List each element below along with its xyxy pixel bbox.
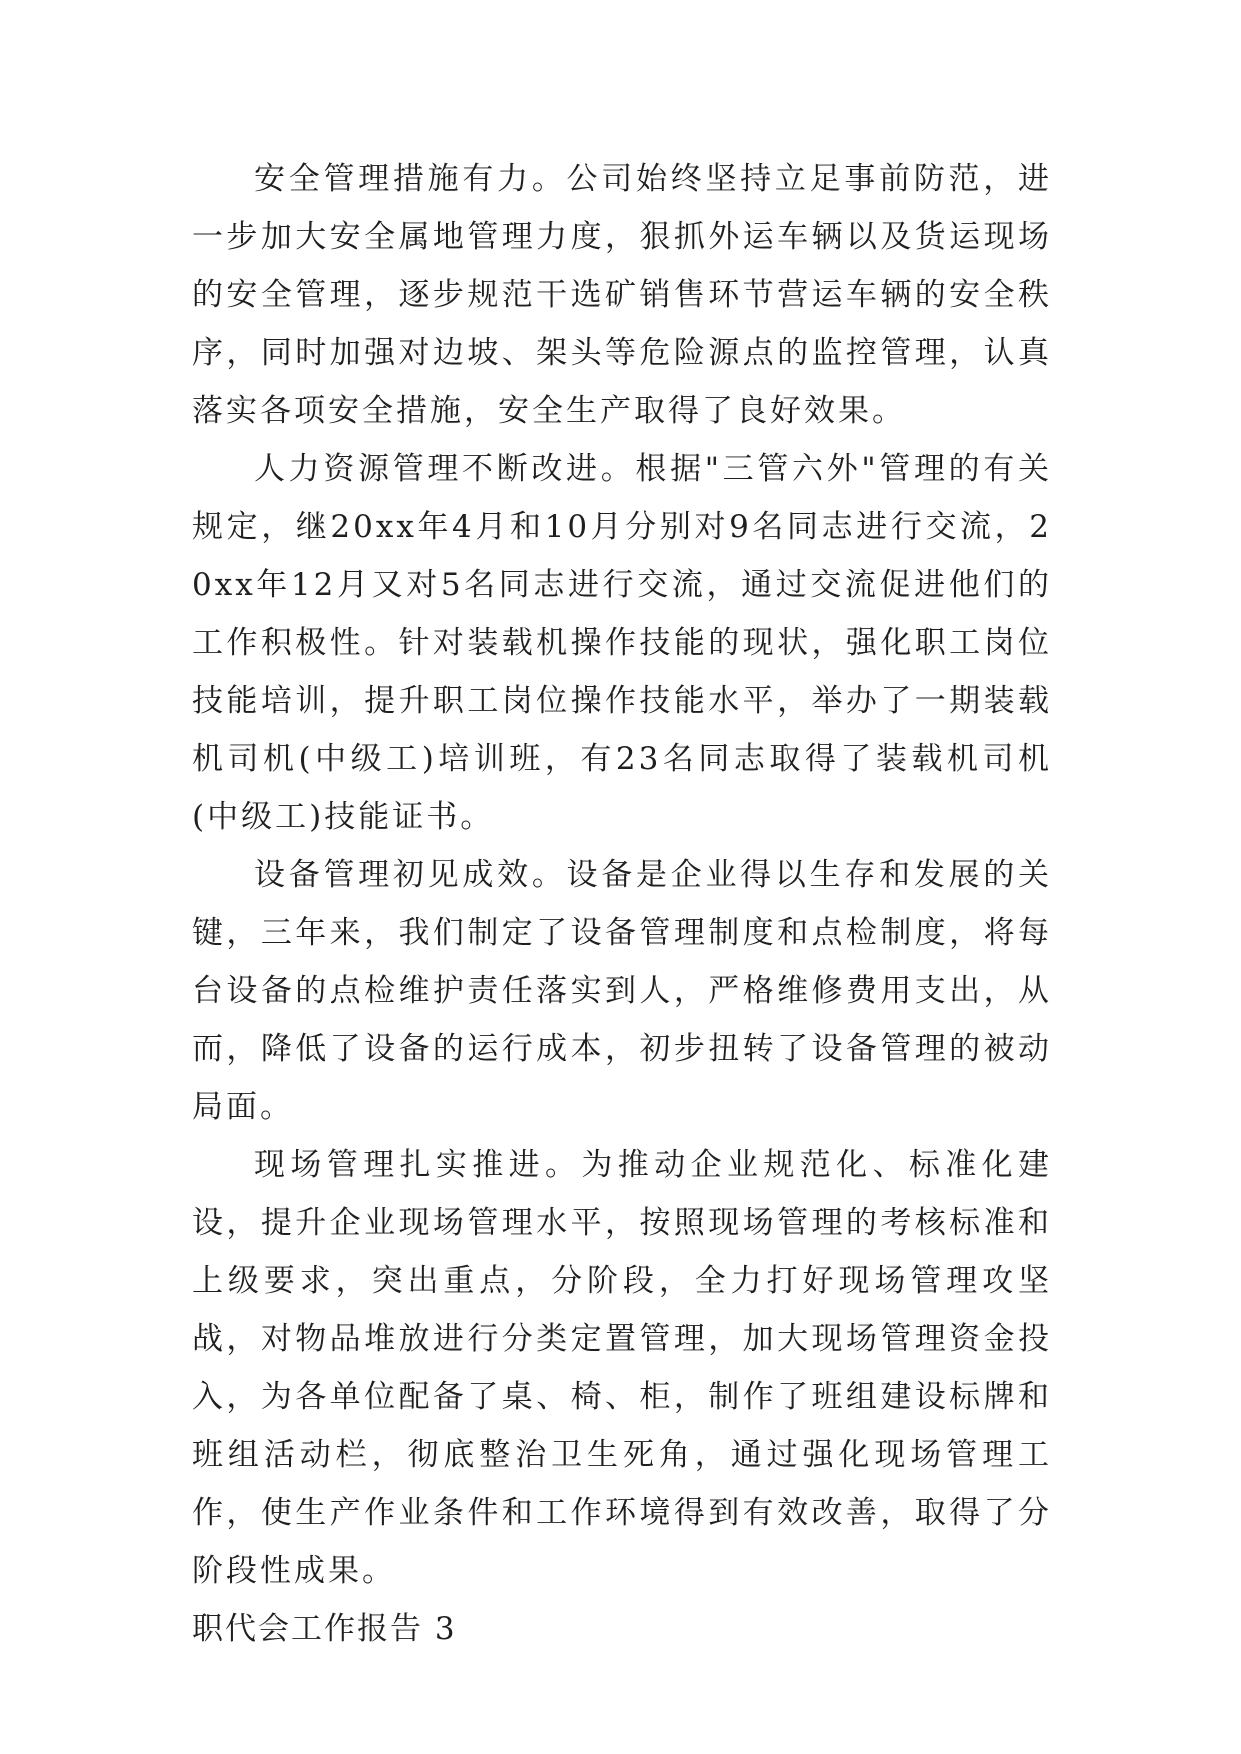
paragraph-safety-management: 安全管理措施有力。公司始终坚持立足事前防范，进一步加大安全属地管理力度，狠抓外运车辆以及货运现场的安全管理，逐步规范干选矿销售环节营运车辆的安全秩序，同时加强对边坡、架头等危险源点的监控管理，认真落实各项安全措施，安全生产取得了良好效果。 [192,161,1052,429]
section-title: 职代会工作报告 3 [192,1611,457,1647]
paragraph-equipment-management: 设备管理初见成效。设备是企业得以生存和发展的关键，三年来，我们制定了设备管理制度和点检制度，将每台设备的点检维护责任落实到人，严格维修费用支出，从而，降低了设备的运行成本，初步扭转了设备管理的被动局面。 [192,857,1052,1125]
paragraph-human-resources: 人力资源管理不断改进。根据"三管六外"管理的有关规定，继20xx年4月和10月分别对9名同志进行交流，20xx年12月又对5名同志进行交流，通过交流促进他们的工作积极性。针对装载机操作技能的现状，强化职工岗位技能培训，提升职工岗位操作技能水平，举办了一期装载机司机(中级工)培训班，有23名同志取得了装载机司机(中级工)技能证书。 [192,451,1052,835]
paragraph-site-management: 现场管理扎实推进。为推动企业规范化、标准化建设，提升企业现场管理水平，按照现场管理的考核标准和上级要求，突出重点，分阶段，全力打好现场管理攻坚战，对物品堆放进行分类定置管理，加大现场管理资金投入，为各单位配备了桌、椅、柜，制作了班组建设标牌和班组活动栏，彻底整治卫生死角，通过强化现场管理工作，使生产作业条件和工作环境得到有效改善，取得了分阶段性成果。 [192,1147,1052,1589]
document-body [192,150,1052,1658]
